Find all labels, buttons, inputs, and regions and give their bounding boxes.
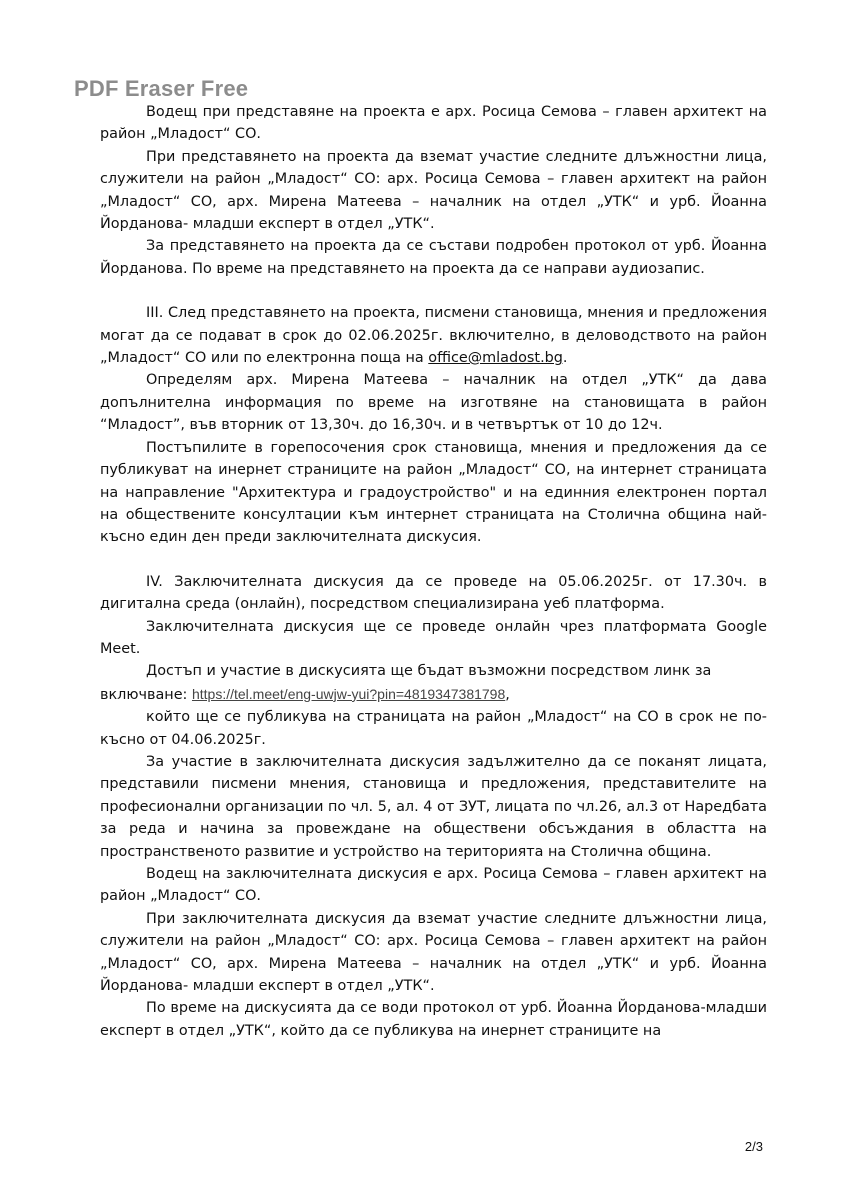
paragraph-moderator-discussion: Водещ на заключителната дискусия е арх. Росица Семова – главен архитект на район „Младост“ СО. bbox=[100, 866, 767, 905]
paragraph-google-meet: Заключителната дискусия ще се проведе онлайн чрез платформата Google Meet. bbox=[100, 618, 767, 657]
paragraph-discussion-participants: При заключителната дискусия да вземат участие следните длъжностни лица, служители на район „Младост“ СО: арх. Росица Семова – главен архитект на район „Младост“ СО, арх. Мирена Матеева – началник на отдел „УТК“ и урб. Йоанна Йорданова- младши експерт в отдел „УТК“. bbox=[100, 910, 767, 995]
paragraph-presentation-protocol: За представянето на проекта да се състави подробен протокол от урб. Йоанна Йорданова. По време на представянето на проекта да се направи аудиозапис. bbox=[100, 238, 767, 277]
section-iii-text: III. След представянето на проекта, писмени становища, мнения и предложения могат да се подават в срок до 02.06.2025г. включително, в деловодството на район „Младост“ СО или по електронна поща на bbox=[100, 305, 767, 367]
paragraph-access-link bbox=[100, 660, 767, 706]
paragraph-link-publication: който ще се публикува на страницата на район „Младост“ на СО в срок не по-късно от 04.06.2025г. bbox=[100, 709, 767, 748]
paragraph-moderator-presentation: Водещ при представяне на проекта е арх. Росица Семова – главен архитект на район „Младост“ СО. bbox=[100, 104, 767, 143]
access-link-end: , bbox=[505, 686, 510, 703]
paragraph-discussion-protocol: По време на дискусията да се води протокол от урб. Йоанна Йорданова-младши експерт в отдел „УТК“, който да се публикува на инернет страниците на bbox=[100, 1000, 767, 1039]
paragraph-section-iv: IV. Заключителната дискусия да се проведе на 05.06.2025г. от 17.30ч. в дигитална среда (онлайн), посредством специализирана уеб платформа. bbox=[100, 573, 767, 613]
paragraph-invitations: За участие в заключителната дискусия задължително да се поканят лицата, представили писмени мнения, становища и предложения, представителите на професионални организации по чл. 5, ал. 4 от ЗУТ, лицата по чл.26, ал.3 от Наредбата за реда и начина за провеждане на обществени обсъждания в областта на пространственото развитие и устройство на територията на Столична община. bbox=[100, 753, 767, 860]
paragraph-presentation-participants: При представянето на проекта да вземат участие следните длъжностни лица, служители на район „Младост“ СО: арх. Росица Семова – главен архитект на район „Младост“ СО, арх. Мирена Матеева – началник на отдел „УТК“ и урб. Йоанна Йорданова- младши експерт в отдел „УТК“. bbox=[100, 148, 767, 233]
email-link[interactable]: office@mladost.bg bbox=[428, 350, 563, 367]
pdf-eraser-watermark: PDF Eraser Free bbox=[74, 76, 249, 101]
access-link-text: Достъп и участие в дискусията ще бъдат възможни посредством линк за включване: bbox=[100, 663, 712, 703]
paragraph-additional-info: Определям арх. Мирена Матеева – началник на отдел „УТК“ да дава допълнителна информация по време на изготвяне на становищата в район “Младост”, във вторник от 13,30ч. до 16,30ч. и в четвъртък от 10 до 12ч. bbox=[100, 372, 767, 434]
document-body bbox=[100, 101, 767, 1042]
page-number: 2/3 bbox=[744, 1139, 763, 1154]
paragraph-publication: Постъпилите в горепосочения срок становища, мнения и предложения да се публикуват на инернет страниците на район „Младост“ СО, на интернет страницата на направление "Архитектура и градоустройство" и на единния електронен портал на обществените консултации към интернет страницата на Столична община най-късно един ден преди заключителната дискусия. bbox=[100, 439, 767, 546]
paragraph-section-iii bbox=[100, 302, 767, 369]
section-iii-end: . bbox=[562, 350, 568, 367]
meeting-link[interactable]: https://tel.meet/eng-uwjw-yui?pin=4819347381798 bbox=[191, 685, 506, 702]
